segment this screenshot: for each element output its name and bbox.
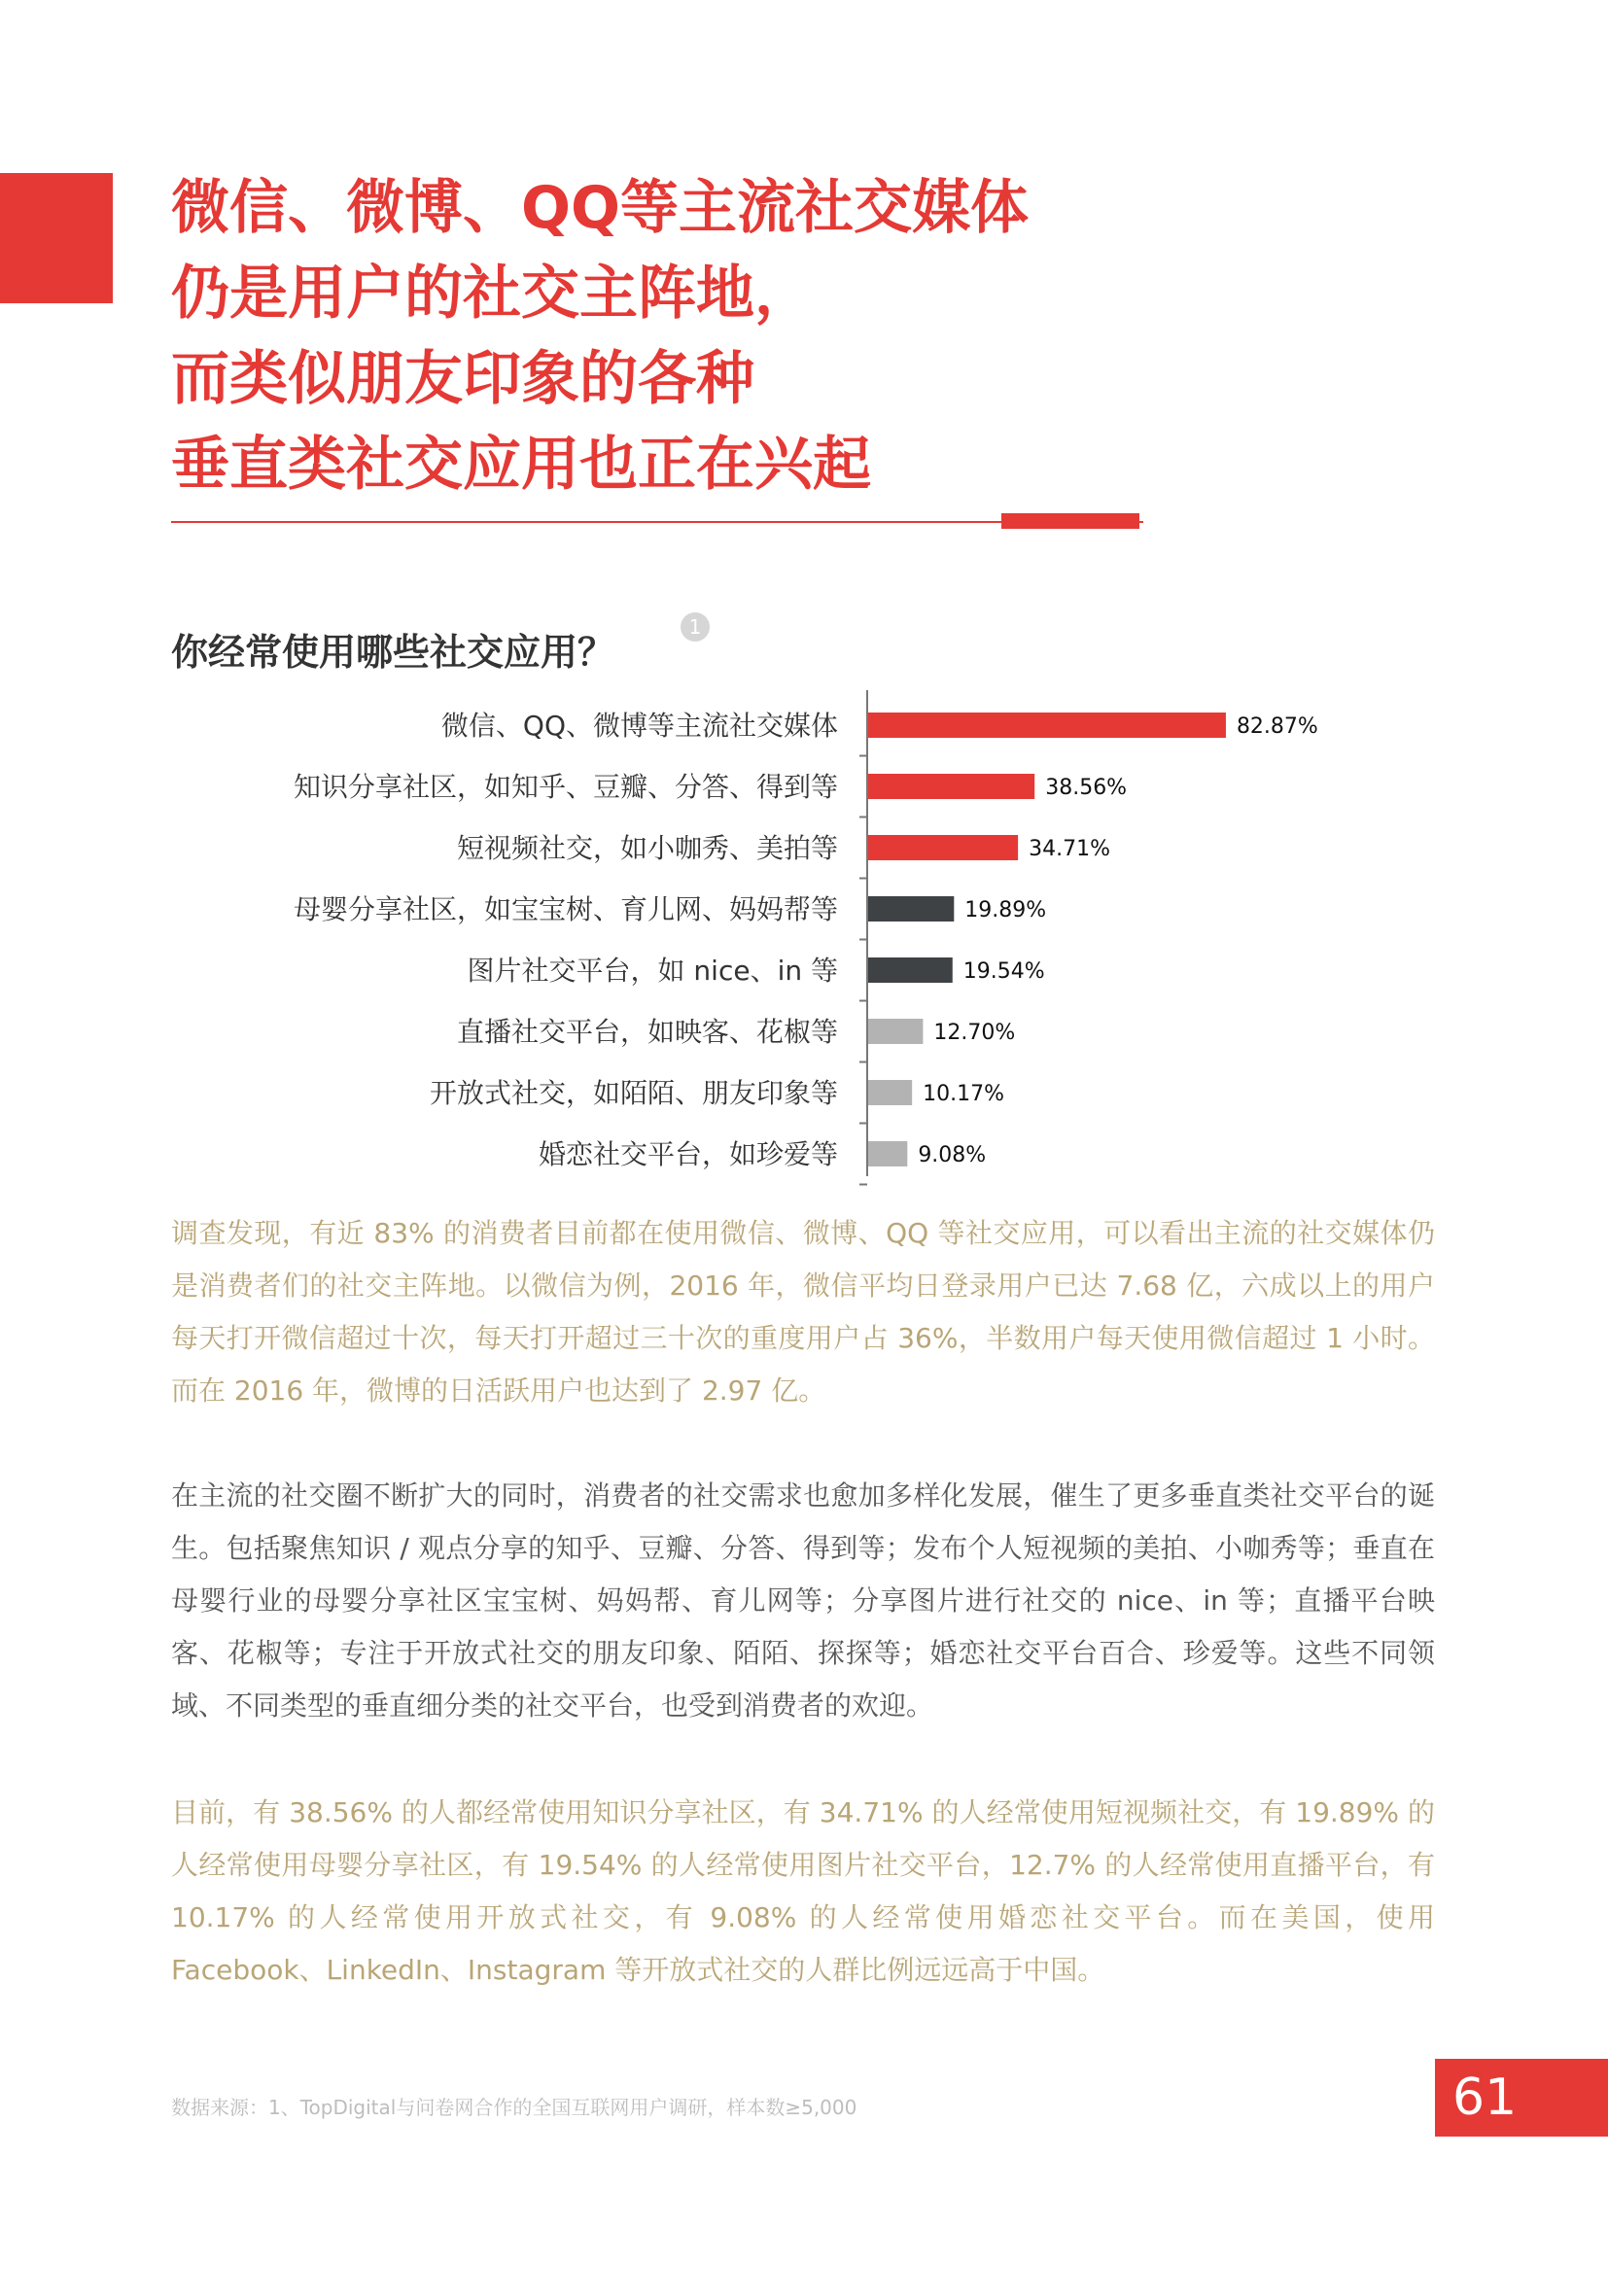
value-label: 19.89% [964,898,1047,922]
title-line: 仍是用户的社交主阵地， [171,260,813,328]
title-line: 而类似朋友印象的各种 [171,345,754,413]
category-label: 婚恋社交平台，如珍爱等 [538,1138,838,1170]
value-label: 38.56% [1045,776,1128,800]
bar [868,1019,923,1044]
value-label: 9.08% [918,1143,987,1167]
chart-heading: 你经常使用哪些社交应用？ [171,631,615,674]
source-footnote: 数据来源：1、TopDigital与问卷网合作的全国互联网用户调研，样本数≥5,000 [171,2096,857,2119]
accent-block [0,173,113,303]
bar [868,774,1034,799]
title-line: 垂直类社交应用也正在兴起 [171,431,871,499]
bar-chart [0,680,1361,1186]
category-label: 短视频社交，如小咖秀、美拍等 [456,832,838,864]
bar [868,1141,907,1166]
paragraph-1: 调查发现，有近 83% 的消费者目前都在使用微信、微博、QQ 等社交应用，可以看出主流的社交媒体仍是消费者们的社交主阵地。以微信为例，2016 年，微信平均日登录用户已达 7.68 亿，六成以上的用户每天打开微信超过十次，每天打开超过三十次的重度用户占 36%，半数用户每天使用微信超过 1 小时。而在 2016 年，微博的日活跃用户也达到了 2.97 亿。 [171,1217,1435,1407]
category-label: 知识分享社区，如知乎、豆瓣、分答、得到等 [293,771,838,803]
category-label: 微信、QQ、微博等主流社交媒体 [440,710,838,742]
paragraph-3: 目前，有 38.56% 的人都经常使用知识分享社区，有 34.71% 的人经常使用短视频社交，有 19.89% 的人经常使用母婴分享社区，有 19.54% 的人经常使用图片社交平台，12.7% 的人经常使用直播平台，有 10.17% 的人经常使用开放式社交，有 9.08% 的人经常使用婚恋社交平台。而在美国，使用 Facebook、LinkedIn、Instagram 等开放式社交的人群比例远远高于中国。 [171,1796,1435,1986]
bar [868,896,954,922]
value-label: 82.87% [1236,714,1318,739]
paragraph-2: 在主流的社交圈不断扩大的同时，消费者的社交需求也愈加多样化发展，催生了更多垂直类社交平台的诞生。包括聚焦知识 / 观点分享的知乎、豆瓣、分答、得到等；发布个人短视频的美拍、小咖秀等；垂直在母婴行业的母婴分享社区宝宝树、妈妈帮、育儿网等；分享图片进行社交的 nice、in 等；直播平台映客、花椒等；专注于开放式社交的朋友印象、陌陌、探探等；婚恋社交平台百合、珍爱等。这些不同领域、不同类型的垂直细分类的社交平台，也受到消费者的欢迎。 [171,1479,1435,1722]
value-label: 12.70% [933,1021,1016,1045]
bar [868,835,1018,860]
category-label: 开放式社交，如陌陌、朋友印象等 [429,1077,838,1109]
title-divider-accent [1001,513,1139,529]
value-label: 10.17% [923,1082,1005,1106]
page-title [171,165,1241,507]
category-label: 母婴分享社区，如宝宝树、育儿网、妈妈帮等 [293,893,838,925]
title-divider [171,521,1143,523]
footnote-marker: 1 [681,612,710,642]
bar [868,1080,912,1105]
category-label: 直播社交平台，如映客、花椒等 [456,1016,838,1048]
page-number: 61 [1435,2059,1608,2137]
title-line: 微信、微博、QQ等主流社交媒体 [171,174,1030,242]
category-label: 图片社交平台，如 nice、in 等 [467,955,838,987]
bar [868,957,953,983]
value-label: 34.71% [1029,837,1111,861]
bar [868,713,1226,738]
value-label: 19.54% [962,959,1045,984]
